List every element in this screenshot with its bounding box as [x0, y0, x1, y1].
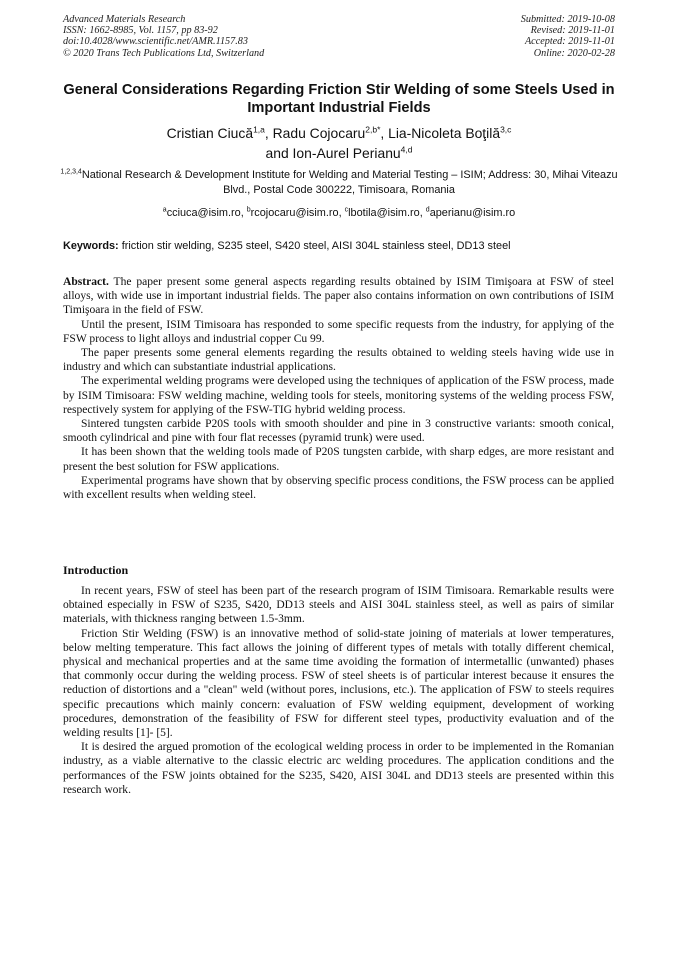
email-superscript: d	[425, 206, 430, 214]
abstract-paragraph: Experimental programs have shown that by observing specific process conditions, the FSW process can be applied with excellent results when welding steel.	[63, 474, 614, 502]
introduction-heading: Introduction	[63, 563, 129, 577]
abstract-paragraph: Sintered tungsten carbide P20S tools with smooth shoulder and pine in 3 constructive variants: smooth conical, smooth cylindrical and pine with four flat recesses (pyramid trunk) were used.	[63, 418, 614, 445]
email-address[interactable]: cciuca@isim.ro	[166, 207, 241, 219]
email-address[interactable]: rcojocaru@isim.ro	[250, 207, 339, 219]
affiliation	[60, 168, 618, 197]
affiliation-superscript: 1,2,3,4	[60, 168, 82, 176]
email-list: $^a$cciuca@isim.ro, $^b$rcojocaru@isim.ro, $^c$lbotila@isim.ro, $^d$aperianu@isim.ro	[162, 206, 516, 219]
abstract-text: The paper present some general aspects regarding results obtained by ISIM Timişoara at FSW of steel alloys, with wide use in important industrial fields. The paper also contains information on own contributions of ISIM Timişoara in the field of FSW.	[63, 276, 614, 317]
abstract-paragraph: It has been shown that the welding tools made of P20S tungsten carbide, with sharp edges, are more resistant and present the best solution for FSW applications.	[63, 446, 614, 473]
keywords	[63, 239, 618, 253]
paper-title: General Considerations Regarding Friction Stir Welding of some Steels Used in Important Industrial Fields	[63, 82, 615, 116]
author-name: Cristian Ciucă	[166, 125, 254, 141]
email-superscript: c	[344, 206, 349, 214]
revised-date: Revised: 2019-11-01	[530, 25, 615, 37]
author-superscript: 4,d	[400, 143, 413, 154]
abstract-paragraph: The paper presents some general elements regarding the results obtained to welding steels having wide use in industry and which can substantiate industrial applications.	[63, 347, 614, 374]
issn: ISSN: 1662-8985, Vol. 1157, pp 83-92	[63, 25, 218, 37]
abstract	[63, 275, 614, 502]
abstract-paragraph	[63, 275, 614, 318]
email-address[interactable]: aperianu@isim.ro	[429, 207, 516, 219]
introduction-paragraph: Friction Stir Welding (FSW) is an innovative method of solid-state joining of materials at lower temperatures, below melting temperature. This fact allows the joining of different types of metals with totally different chemical, physical and mechanical properties and at the same time avoiding the formation of intermetallic (unwanted) phases that commonly occur during the welding process. FSW of steel sheets is of particular interest because it ensures the reduction of distortions and a "clean" weld (without pores, inclusions, etc.). The application of FSW to steels requires specific precautions which mainly concern: evaluation of FSW welding equipment, development of working procedures, demonstration of the feasibility of FSW for different steel types, productivity evaluation and of the welding results [1]- [5].	[63, 627, 614, 740]
author-superscript: 1,a	[253, 124, 265, 135]
doi: doi:10.4028/www.scientific.net/AMR.1157.83	[63, 36, 248, 48]
author-superscript: 2,b*	[365, 124, 381, 135]
journal-name: Advanced Materials Research	[63, 14, 186, 25]
abstract-paragraph: The experimental welding programs were developed using the techniques of application of the FSW process, made by ISIM Timisoara: FSW welding machine, welding tools for steels, monitoring systems of the welding process FSW, respectively system for applying of the FSW-TIG hybrid welding process.	[63, 375, 614, 416]
abstract-label: Abstract.	[63, 276, 109, 288]
author-name: Lia-Nicoleta Boţilă	[388, 125, 501, 141]
accepted-date: Accepted: 2019-11-01	[524, 36, 615, 48]
submitted-date: Submitted: 2019-10-08	[520, 14, 615, 25]
abstract-paragraph: Until the present, ISIM Timisoara has responded to some specific requests from the industry, for applying of the FSW process to light alloys and industrial copper Cu 99.	[63, 318, 614, 345]
online-date: Online: 2020-02-28	[533, 47, 615, 59]
introduction-paragraph: It is desired the argued promotion of the ecological welding process in order to be implemented in the Romanian industry, as a viable alternative to the classic electric arc welding procedures. The application conditions and the performances of the FSW joints obtained for the S235, S420, AISI 304L and DD13 steels are presented within this research work.	[63, 741, 614, 796]
email-superscript: b	[246, 206, 251, 214]
affiliation-text: National Research & Development Institute for Welding and Material Testing – ISIM; Address: 30, Mihai Viteazu Blvd., Postal Code 300222, Timisoara, Romania	[81, 169, 618, 196]
journal-header-left	[63, 14, 264, 59]
email-address[interactable]: lbotila@isim.ro	[348, 207, 420, 219]
author-superscript: 3,c	[500, 124, 512, 135]
introduction-paragraph: In recent years, FSW of steel has been part of the research program of ISIM Timisoara. Remarkable results were obtained especially in FSW of S235, S420, DD13 steels and AISI 304L stainless steel, as well as pairs of similar materials, with thickness ranging between 1.5-3mm.	[63, 585, 614, 626]
keywords-text: friction stir welding, S235 steel, S420 steel, AISI 304L stainless steel, DD13 steel	[121, 240, 511, 252]
author-name: Ion-Aurel Perianu	[292, 144, 401, 161]
keywords-label: Keywords:	[63, 240, 119, 252]
author-list: Cristian Ciucă$^{1,a}$, Radu Cojocaru$^{2,b*}$, Lia-Nicoleta Boţilă$^{3,c}$ and Ion-Aurel Perianu$^{4,d}$	[166, 124, 512, 161]
copyright: © 2020 Trans Tech Publications Ltd, Switzerland	[63, 47, 265, 59]
email-superscript: a	[162, 206, 167, 214]
journal-header-right	[521, 14, 615, 59]
introduction	[63, 584, 614, 797]
author-name: Radu Cojocaru	[272, 125, 366, 141]
